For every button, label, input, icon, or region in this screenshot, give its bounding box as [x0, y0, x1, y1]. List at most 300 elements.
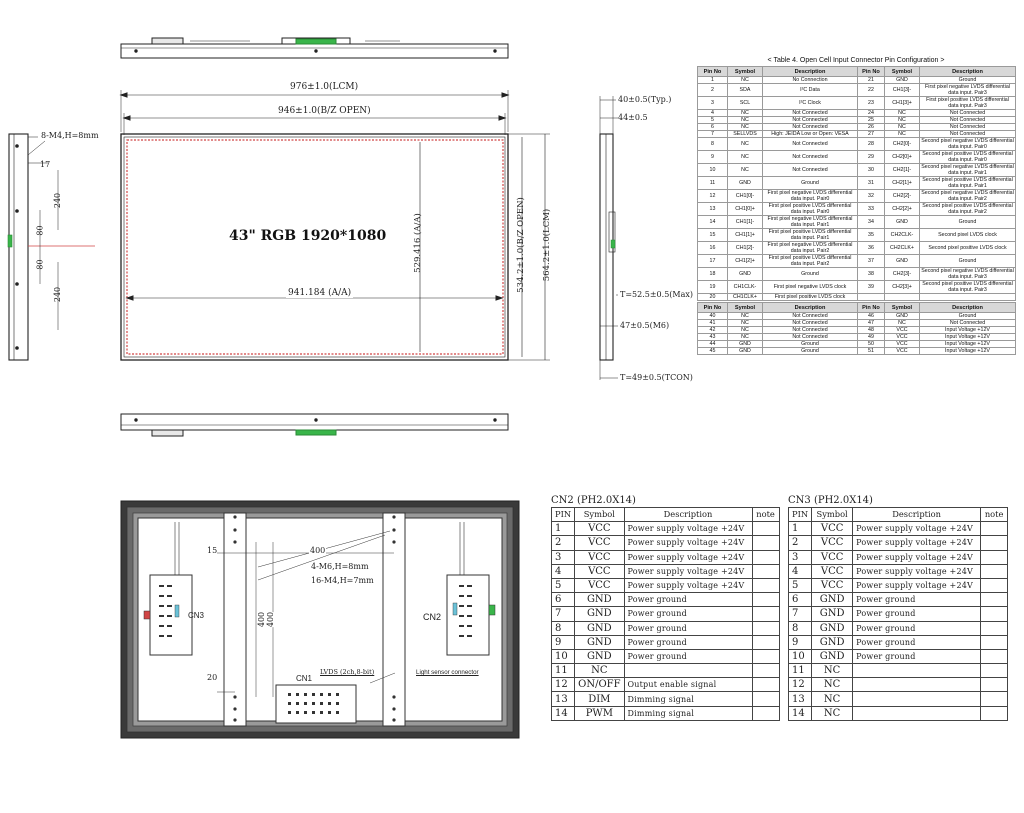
table-cell: 25: [858, 117, 885, 124]
table-cell: [853, 692, 981, 706]
table-row: [552, 564, 780, 578]
table-cell: 7: [698, 131, 728, 138]
table-cell: [752, 593, 779, 607]
table-cell: First pixel positive LVDS differential data input. Pair2: [763, 255, 858, 268]
table-cell: Not Connected: [920, 110, 1016, 117]
table-row: [789, 550, 1008, 564]
table-cell: CH2[2]+: [885, 203, 920, 216]
table-cell: 14: [789, 706, 812, 720]
table-cell: VCC: [575, 536, 624, 550]
table-cell: [981, 578, 1008, 592]
table-cell: Power ground: [624, 621, 752, 635]
table-cell: GND: [885, 216, 920, 229]
table-cell: 20: [698, 294, 728, 301]
table-cell: 32: [858, 190, 885, 203]
table-row: [552, 649, 780, 663]
table-cell: 46: [858, 313, 885, 320]
table-cell: NC: [885, 124, 920, 131]
table-cell: Power ground: [624, 635, 752, 649]
pin-header: Description: [920, 67, 1016, 77]
table-cell: [624, 664, 752, 678]
table-row: [552, 635, 780, 649]
cn2-pin-table: [551, 507, 780, 721]
table-cell: Power ground: [853, 593, 981, 607]
table-row: [698, 97, 1016, 110]
table-cell: CH2[0]-: [885, 138, 920, 151]
table-cell: Not Connected: [763, 138, 858, 151]
table-cell: 13: [698, 203, 728, 216]
table-cell: VCC: [812, 522, 853, 536]
table-cell: Not Connected: [763, 117, 858, 124]
table-cell: 27: [858, 131, 885, 138]
cn1-label: CN1: [296, 674, 313, 683]
table-cell: [981, 593, 1008, 607]
table-cell: [752, 564, 779, 578]
table-cell: CH1[1]-: [728, 216, 763, 229]
dim-aa-width: 941.184 (A/A): [288, 288, 352, 298]
table-cell: NC: [885, 117, 920, 124]
table-cell: Dimming signal: [624, 692, 752, 706]
table-cell: Not Connected: [763, 151, 858, 164]
dim-52-max: T=52.5±0.5(Max): [620, 290, 693, 299]
table-cell: 11: [552, 664, 575, 678]
table-cell: Power supply voltage +24V: [853, 536, 981, 550]
table-cell: Second pixel positive LVDS clock: [920, 242, 1016, 255]
cn2-table: [551, 494, 780, 721]
dim-47-m6: 47±0.5(M6): [620, 321, 670, 330]
table-cell: VCC: [885, 334, 920, 341]
table-cell: Second pixel negative LVDS differential data input. Pair0: [921, 138, 1014, 150]
table-cell: GND: [728, 268, 763, 281]
table-cell: Second pixel negative LVDS differential data input. Pair2: [921, 190, 1014, 202]
cn3-pin-table: [788, 507, 1008, 721]
table-cell: [853, 706, 981, 720]
table-cell: NC: [885, 131, 920, 138]
table-cell: 3: [698, 97, 728, 110]
table-cell: 2: [789, 536, 812, 550]
table-row: [552, 578, 780, 592]
table-cell: GND: [575, 649, 624, 663]
table-cell: CH2[0]+: [885, 151, 920, 164]
pin-header: Pin No: [698, 67, 728, 77]
table-row: [789, 635, 1008, 649]
table-cell: 6: [789, 593, 812, 607]
dim-lcm-height: 564.2±1.0(LCM): [542, 208, 552, 282]
table-cell: Power ground: [624, 649, 752, 663]
table-cell: [752, 678, 779, 692]
table-row: [552, 706, 780, 720]
table-cell: 22: [858, 84, 885, 97]
lvds-label: LVDS (2ch,8-bit): [320, 668, 375, 676]
table-cell: GND: [812, 649, 853, 663]
table-cell: 13: [789, 692, 812, 706]
table-row: [789, 621, 1008, 635]
pin-header: Description: [920, 303, 1016, 313]
cn2-label: CN2: [423, 612, 442, 622]
table-cell: NC: [812, 706, 853, 720]
table-cell: Ground: [763, 177, 858, 190]
table-cell: 11: [698, 177, 728, 190]
table-cell: 49: [858, 334, 885, 341]
table-cell: Second pixel positive LVDS differential data input. Pair3: [920, 281, 1016, 294]
cn2-header: note: [752, 508, 779, 522]
table-row: [698, 177, 1016, 190]
table-cell: CH2[3]-: [885, 268, 920, 281]
pin-table-caption: < Table 4. Open Cell Input Connector Pin Configuration >: [767, 57, 945, 64]
table-cell: VCC: [575, 564, 624, 578]
dim-49-tcon: T=49±0.5(TCON): [620, 373, 693, 382]
table-cell: [981, 550, 1008, 564]
table-cell: Not Connected: [763, 327, 858, 334]
table-cell: NC: [728, 110, 763, 117]
cn3-label: CN3: [188, 611, 205, 620]
table-cell: Ground: [920, 255, 1016, 268]
table-row: [789, 536, 1008, 550]
table-row: [698, 320, 1016, 327]
table-cell: 26: [858, 124, 885, 131]
pin-config-table: [697, 55, 1015, 355]
table-cell: 12: [698, 190, 728, 203]
dim-400-vertical-b: 400: [266, 611, 276, 628]
table-cell: CH2[3]+: [885, 281, 920, 294]
table-cell: 7: [552, 607, 575, 621]
pin-header: Pin No: [698, 303, 728, 313]
table-cell: 1: [698, 77, 728, 84]
dim-44: 44±0.5: [618, 113, 648, 122]
table-cell: [981, 607, 1008, 621]
table-cell: GND: [812, 635, 853, 649]
table-cell: First pixel negative LVDS differential data input. Pair2: [763, 242, 858, 255]
table-cell: Input Voltage +12V: [920, 348, 1016, 355]
table-cell: VCC: [885, 341, 920, 348]
table-cell: 3: [789, 550, 812, 564]
table-cell: VCC: [812, 578, 853, 592]
table-cell: GND: [885, 77, 920, 84]
table-cell: Power ground: [853, 649, 981, 663]
note-m4-screws: 16-M4,H=7mm: [311, 576, 374, 585]
table-cell: 14: [552, 706, 575, 720]
table-cell: [752, 536, 779, 550]
table-cell: [981, 536, 1008, 550]
table-cell: GND: [812, 607, 853, 621]
table-cell: 40: [698, 313, 728, 320]
table-cell: Second pixel positive LVDS differential data input. Pair0: [920, 151, 1016, 164]
table-cell: 33: [858, 203, 885, 216]
table-cell: I²C Data: [763, 84, 858, 97]
cn2-header: PIN: [552, 508, 575, 522]
right-side-view: [600, 96, 618, 380]
table-cell: 35: [858, 229, 885, 242]
table-cell: First pixel negative LVDS clock: [763, 281, 858, 294]
table-row: [789, 649, 1008, 663]
back-view-drawing: [115, 495, 525, 745]
table-row: [698, 77, 1016, 84]
table-cell: 30: [858, 164, 885, 177]
table-cell: No Connection: [763, 77, 858, 84]
pin-table-main: [697, 66, 1016, 301]
table-cell: [858, 294, 885, 301]
table-cell: VCC: [575, 578, 624, 592]
table-row: [789, 664, 1008, 678]
cn2-header: Description: [624, 508, 752, 522]
dim-17: 17: [40, 160, 51, 169]
table-cell: 10: [552, 649, 575, 663]
table-cell: 39: [858, 281, 885, 294]
table-row: [698, 117, 1016, 124]
table-cell: Not Connected: [763, 164, 858, 177]
table-cell: 24: [858, 110, 885, 117]
table-cell: 1: [789, 522, 812, 536]
table-cell: High: JEIDA Low or Open: VESA: [763, 131, 858, 138]
table-cell: Power supply voltage +24V: [624, 564, 752, 578]
table-cell: Not Connected: [920, 320, 1016, 327]
table-cell: CH2[2]-: [885, 190, 920, 203]
table-cell: 2: [552, 536, 575, 550]
table-cell: [752, 649, 779, 663]
table-cell: 23: [858, 97, 885, 110]
table-cell: GND: [812, 621, 853, 635]
table-cell: Power supply voltage +24V: [853, 578, 981, 592]
table-row: [698, 313, 1016, 320]
table-cell: 34: [858, 216, 885, 229]
table-cell: 17: [698, 255, 728, 268]
pin-header: Pin No: [858, 67, 885, 77]
table-row: [789, 678, 1008, 692]
table-cell: CH1CLK+: [728, 294, 763, 301]
table-cell: 9: [698, 151, 728, 164]
table-row: [698, 203, 1016, 216]
table-row: [789, 607, 1008, 621]
dim-400-vertical-a: 400: [257, 611, 267, 628]
table-cell: Not Connected: [920, 131, 1016, 138]
screw-note: 8-M4,H=8mm: [41, 131, 99, 140]
table-cell: [752, 578, 779, 592]
table-cell: 19: [698, 281, 728, 294]
table-cell: Power ground: [853, 607, 981, 621]
table-cell: First pixel negative LVDS differential data input. Pair0: [763, 190, 858, 203]
table-cell: GND: [728, 348, 763, 355]
cn3-header: Description: [853, 508, 981, 522]
table-cell: 31: [858, 177, 885, 190]
table-cell: 4: [789, 564, 812, 578]
table-cell: 47: [858, 320, 885, 327]
front-view: [121, 90, 550, 360]
table-cell: 18: [698, 268, 728, 281]
table-cell: CH1[2]-: [728, 242, 763, 255]
table-cell: CH1[0]+: [728, 203, 763, 216]
table-cell: CH1[3]-: [885, 84, 920, 97]
table-row: [552, 536, 780, 550]
table-cell: [981, 649, 1008, 663]
pin-header: Symbol: [728, 303, 763, 313]
panel-title: 43" RGB 1920*1080: [229, 228, 387, 244]
table-cell: [752, 607, 779, 621]
top-side-view: [121, 38, 508, 58]
table-cell: Power supply voltage +24V: [853, 564, 981, 578]
table-row: [698, 151, 1016, 164]
pin-header: Description: [763, 67, 858, 77]
table-row: [698, 268, 1016, 281]
table-row: [698, 255, 1016, 268]
table-cell: 11: [789, 664, 812, 678]
table-cell: CH1[0]-: [728, 190, 763, 203]
table-cell: VCC: [812, 550, 853, 564]
table-row: [789, 593, 1008, 607]
table-cell: First pixel positive LVDS clock: [763, 294, 858, 301]
dim-20: 20: [207, 673, 218, 682]
table-cell: 14: [698, 216, 728, 229]
table-row: [789, 522, 1008, 536]
table-cell: First pixel negative LVDS differential data input. Pair1: [763, 216, 858, 229]
table-cell: [752, 692, 779, 706]
table-cell: Power ground: [853, 621, 981, 635]
table-cell: NC: [812, 692, 853, 706]
table-cell: 5: [552, 578, 575, 592]
table-cell: NC: [728, 138, 763, 151]
table-row: [789, 564, 1008, 578]
pin-header: Symbol: [728, 67, 763, 77]
table-cell: NC: [728, 320, 763, 327]
dim-240-top: 240: [53, 192, 63, 209]
cn3-title: CN3 (PH2.0X14): [788, 495, 873, 506]
table-cell: CH2CLK-: [885, 229, 920, 242]
table-cell: CH1[1]+: [728, 229, 763, 242]
table-cell: 5: [698, 117, 728, 124]
table-cell: [885, 294, 920, 301]
dim-15: 15: [207, 546, 218, 555]
dim-240-bottom: 240: [53, 286, 63, 303]
table-cell: [853, 664, 981, 678]
table-cell: [752, 522, 779, 536]
table-cell: [981, 706, 1008, 720]
bottom-side-view: [121, 414, 508, 436]
table-cell: [752, 706, 779, 720]
table-cell: NC: [728, 117, 763, 124]
table-cell: DIM: [575, 692, 624, 706]
table-cell: First pixel positive LVDS differential data input. Pair1: [763, 229, 858, 242]
cn3-header: note: [981, 508, 1008, 522]
table-cell: Second pixel negative LVDS differential data input. Pair1: [921, 164, 1014, 176]
pin-header: Description: [763, 303, 858, 313]
table-row: [698, 281, 1016, 294]
dim-400-horizontal: 400: [310, 546, 326, 555]
table-row: [698, 334, 1016, 341]
table-cell: 42: [698, 327, 728, 334]
table-cell: GND: [812, 593, 853, 607]
table-cell: Ground: [763, 341, 858, 348]
pin-header: Pin No: [858, 303, 885, 313]
table-cell: GND: [885, 313, 920, 320]
table-row: [698, 229, 1016, 242]
table-row: [698, 216, 1016, 229]
table-cell: Not Connected: [763, 334, 858, 341]
table-cell: [981, 522, 1008, 536]
table-cell: 1: [552, 522, 575, 536]
table-cell: Power ground: [624, 593, 752, 607]
table-cell: 6: [698, 124, 728, 131]
table-cell: Ground: [763, 348, 858, 355]
table-cell: NC: [728, 313, 763, 320]
table-cell: NC: [812, 678, 853, 692]
table-cell: Ground: [920, 77, 1016, 84]
table-cell: 36: [858, 242, 885, 255]
table-cell: VCC: [812, 564, 853, 578]
table-cell: NC: [728, 164, 763, 177]
table-cell: VCC: [812, 536, 853, 550]
table-cell: Power supply voltage +24V: [624, 550, 752, 564]
table-cell: Second pixel LVDS clock: [920, 229, 1016, 242]
table-cell: GND: [728, 177, 763, 190]
table-row: [698, 242, 1016, 255]
table-cell: 9: [789, 635, 812, 649]
table-cell: Power supply voltage +24V: [624, 536, 752, 550]
table-row: [698, 138, 1016, 151]
table-row: [552, 692, 780, 706]
table-row: [552, 607, 780, 621]
table-cell: Input Voltage +12V: [920, 341, 1016, 348]
table-cell: GND: [728, 341, 763, 348]
table-cell: [920, 294, 1016, 301]
table-cell: 15: [698, 229, 728, 242]
table-cell: VCC: [885, 327, 920, 334]
table-row: [698, 164, 1016, 177]
table-cell: CH1[3]+: [885, 97, 920, 110]
table-cell: NC: [728, 334, 763, 341]
dim-80-b: 80: [35, 259, 45, 270]
pin-header: Symbol: [885, 67, 920, 77]
table-cell: SCL: [728, 97, 763, 110]
table-cell: SELLVDS: [728, 131, 763, 138]
table-cell: 44: [698, 341, 728, 348]
table-cell: GND: [575, 607, 624, 621]
table-cell: GND: [575, 593, 624, 607]
table-cell: [981, 664, 1008, 678]
table-row: [698, 124, 1016, 131]
table-row: [698, 110, 1016, 117]
table-cell: Second pixel positive LVDS differential data input. Pair1: [920, 177, 1016, 190]
table-cell: Second pixel negative LVDS differential data input. Pair3: [921, 268, 1014, 280]
table-cell: Ground: [920, 216, 1016, 229]
table-cell: CH2CLK+: [885, 242, 920, 255]
cn2-title: CN2 (PH2.0X14): [551, 495, 636, 506]
table-cell: VCC: [575, 550, 624, 564]
table-cell: Second pixel positive LVDS differential data input. Pair2: [920, 203, 1016, 216]
table-cell: NC: [812, 664, 853, 678]
table-cell: [752, 635, 779, 649]
table-row: [789, 706, 1008, 720]
table-row: [698, 348, 1016, 355]
table-cell: First pixel positive LVDS differential data input. Pair3: [920, 97, 1016, 110]
dim-bz-open-width: 946±1.0(B/Z OPEN): [278, 106, 371, 116]
table-cell: 9: [552, 635, 575, 649]
table-cell: 3: [552, 550, 575, 564]
table-cell: 7: [789, 607, 812, 621]
table-cell: [752, 664, 779, 678]
table-cell: [853, 678, 981, 692]
table-cell: VCC: [885, 348, 920, 355]
table-cell: GND: [575, 635, 624, 649]
table-cell: NC: [728, 151, 763, 164]
dim-aa-height: 529.416 (A/A): [413, 213, 423, 273]
table-row: [789, 692, 1008, 706]
table-cell: NC: [728, 77, 763, 84]
table-row: [698, 131, 1016, 138]
table-cell: CH1CLK-: [728, 281, 763, 294]
table-cell: Input Voltage +12V: [920, 334, 1016, 341]
table-cell: 12: [789, 678, 812, 692]
table-cell: NC: [885, 110, 920, 117]
table-row: [698, 84, 1016, 97]
